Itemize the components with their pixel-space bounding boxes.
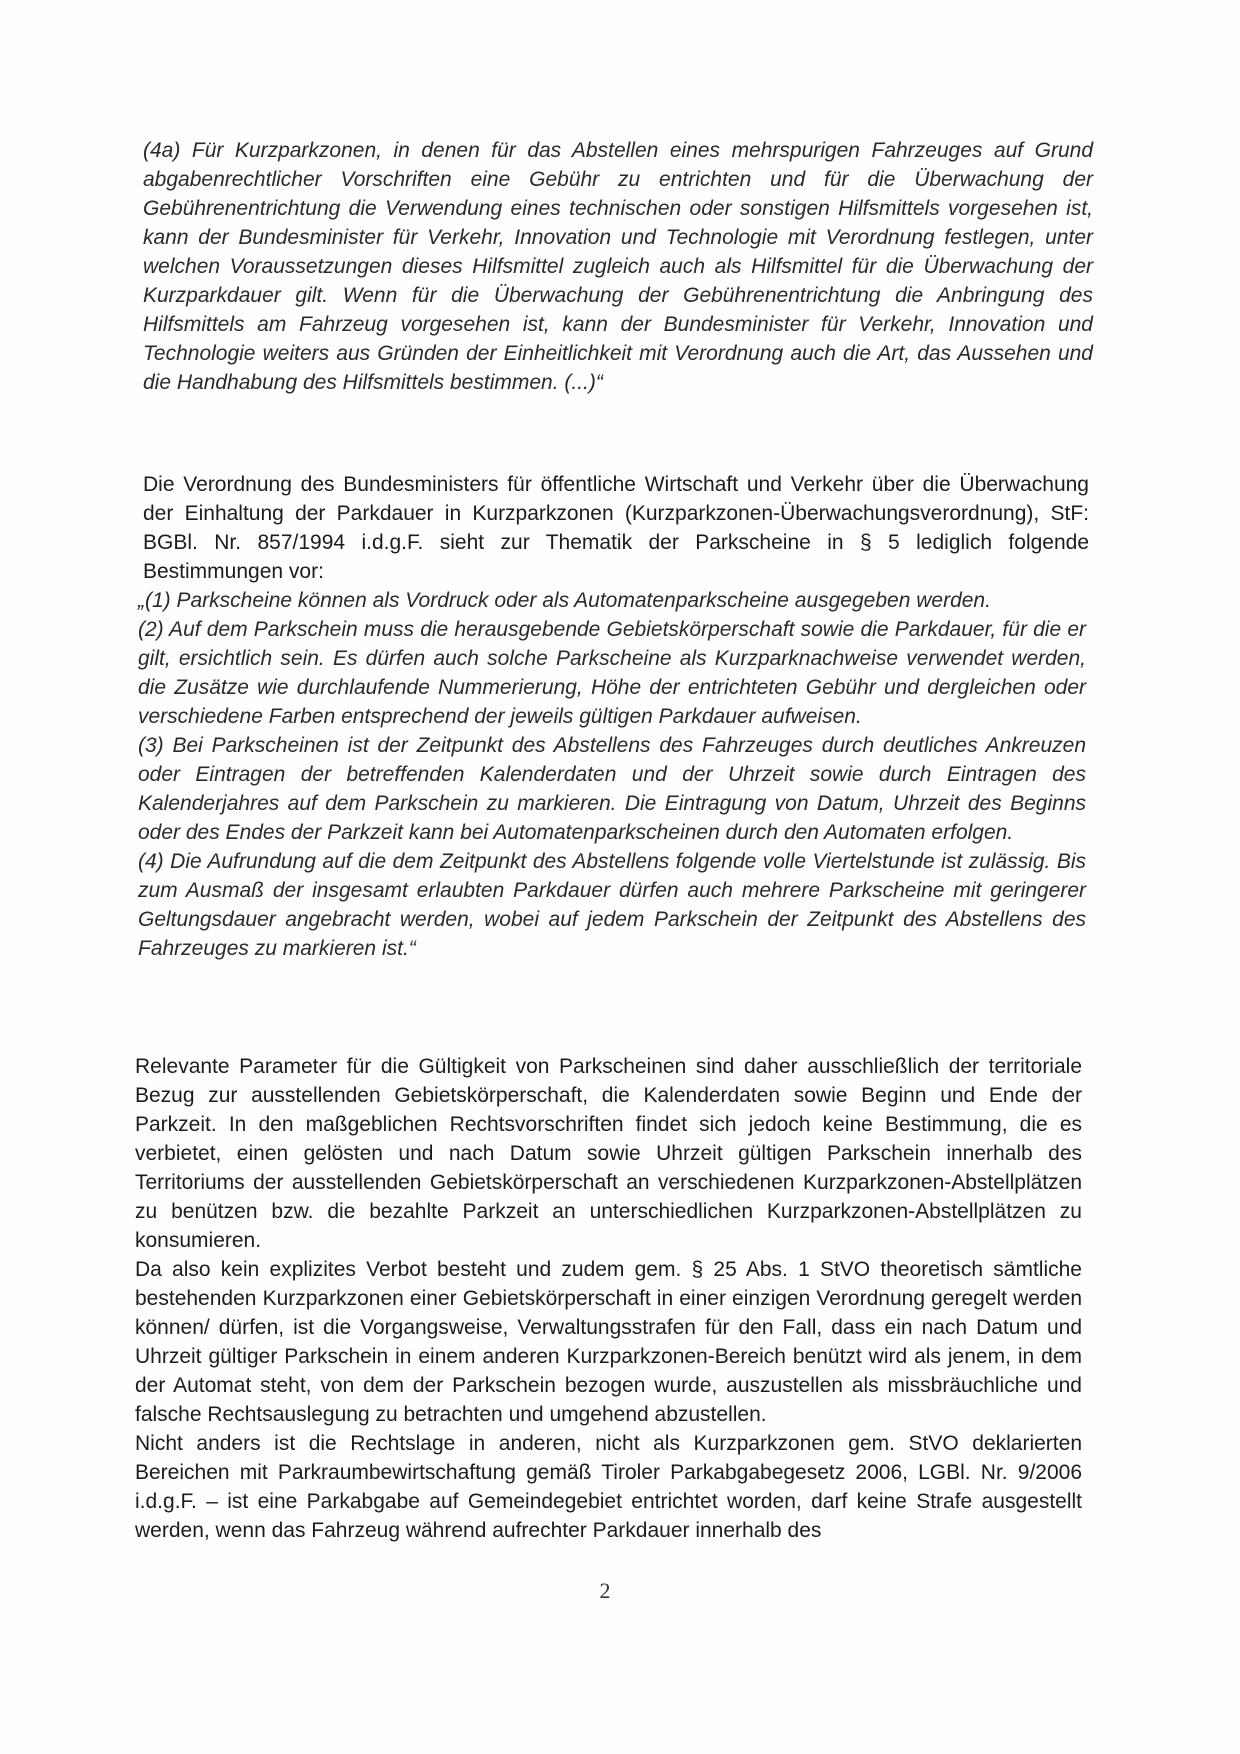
quote-4a-text: (4a) Für Kurzparkzonen, in denen für das Abstellen eines mehrspurigen Fahrzeuges auf Grund abgabenrechtlicher Vorschriften eine Gebühr zu entrichten und für die Überwachung der Gebührenentrichtung die Verwendung eines technischen oder sonstigen Hilfsmittels vorgesehen ist, kann der Bundesminister für Verkehr, Innovation und Technologie mit Verordnung festlegen, unter welchen Voraussetzungen dieses Hilfsmittel zugleich auch als Hilfsmittel für die Überwachung der Kurzparkdauer gilt. Wenn für die Überwachung der Gebührenentrichtung die Anbringung des Hilfsmittels am Fahrzeug vorgesehen ist, kann der Bundesminister für Verkehr, Innovation und Technologie weiters aus Gründen der Einheitlichkeit mit Verordnung auch die Art, das Aussehen und die Handhabung des Hilfsmittels bestimmen. (...)“	[143, 139, 1093, 394]
page-number: 2	[599, 1578, 611, 1603]
analysis-paragraph: Da also kein explizites Verbot besteht und zudem gem. § 25 Abs. 1 StVO theoretisch sämtliche bestehenden Kurzparkzonen einer Gebietskörperschaft in einer einzigen Verordnung geregelt werden können/ dürfen, ist die Vorgangsweise, Verwaltungsstrafen für den Fall, dass ein nach Datum und Uhrzeit gültiger Parkschein in einem anderen Kurzparkzonen-Bereich benützt wird als jenem, in dem der Automat steht, von dem der Parkschein bezogen wurde, auszustellen als missbräuchliche und falsche Rechtsauslegung zu betrachten und umgehend abzustellen.	[135, 1258, 1082, 1426]
intro-verordnung-text: Die Verordnung des Bundesministers für öffentliche Wirtschaft und Verkehr über die Überwachung der Einhaltung der Parkdauer in Kurzparkzonen (Kurzparkzonen-Überwachungsverordnung), StF: BGBl. Nr. 857/1994 i.d.g.F. sieht zur Thematik der Parkscheine in § 5 lediglich folgende Bestimmungen vor:	[143, 473, 1089, 583]
quote-section5-item: (2) Auf dem Parkschein muss die herausgebende Gebietskörperschaft sowie die Parkdauer, für die er gilt, ersichtlich sein. Es dürfen auch solche Parkscheine als Kurzparknachweise verwendet werden, die Zusätze wie durchlaufende Nummerierung, Höhe der entrichteten Gebühr und dergleichen oder verschiedene Farben entsprechend der jeweils gültigen Parkdauer aufweisen.	[138, 618, 1086, 728]
analysis-paragraph: Relevante Parameter für die Gültigkeit von Parkscheinen sind daher ausschließlich der territoriale Bezug zur ausstellenden Gebietskörperschaft, die Kalenderdaten sowie Beginn und Ende der Parkzeit. In den maßgeblichen Rechtsvorschriften findet sich jedoch keine Bestimmung, die es verbietet, einen gelösten und nach Datum sowie Uhrzeit gültigen Parkschein innerhalb des Territoriums der ausstellenden Gebietskörperschaft an verschiedenen Kurzparkzonen-Abstellplätzen zu benützen bzw. die bezahlte Parkzeit an unterschiedlichen Kurzparkzonen-Abstellplätzen zu konsumieren.	[135, 1055, 1082, 1252]
intro-verordnung-paragraph	[143, 470, 1089, 586]
analysis-paragraph: Nicht anders ist die Rechtslage in anderen, nicht als Kurzparkzonen gem. StVO deklarierten Bereichen mit Parkraumbewirtschaftung gemäß Tiroler Parkabgabegesetz 2006, LGBl. Nr. 9/2006 i.d.g.F. – ist eine Parkabgabe auf Gemeindegebiet entrichtet worden, darf keine Strafe ausgestellt werden, wenn das Fahrzeug während aufrechter Parkdauer innerhalb des	[135, 1432, 1082, 1542]
analysis-section	[135, 1052, 1082, 1545]
quote-section5-item: „(1) Parkscheine können als Vordruck oder als Automatenparkscheine ausgegeben werden.	[138, 589, 991, 612]
quote-section-5	[138, 586, 1086, 963]
quote-section5-item: (4) Die Aufrundung auf die dem Zeitpunkt des Abstellens folgende volle Viertelstunde ist zulässig. Bis zum Ausmaß der insgesamt erlaubten Parkdauer dürfen auch mehrere Parkscheine mit geringerer Geltungsdauer angebracht werden, wobei auf jedem Parkschein der Zeitpunkt des Abstellens des Fahrzeuges zu markieren ist.“	[138, 850, 1086, 960]
quote-paragraph-4a	[143, 136, 1093, 397]
quote-section5-item: (3) Bei Parkscheinen ist der Zeitpunkt des Abstellens des Fahrzeuges durch deutliches Ankreuzen oder Eintragen der betreffenden Kalenderdaten und der Uhrzeit sowie durch Eintragen des Kalenderjahres auf dem Parkschein zu markieren. Die Eintragung von Datum, Uhrzeit des Beginns oder des Endes der Parkzeit kann bei Automatenparkscheinen durch den Automaten erfolgen.	[138, 734, 1086, 844]
